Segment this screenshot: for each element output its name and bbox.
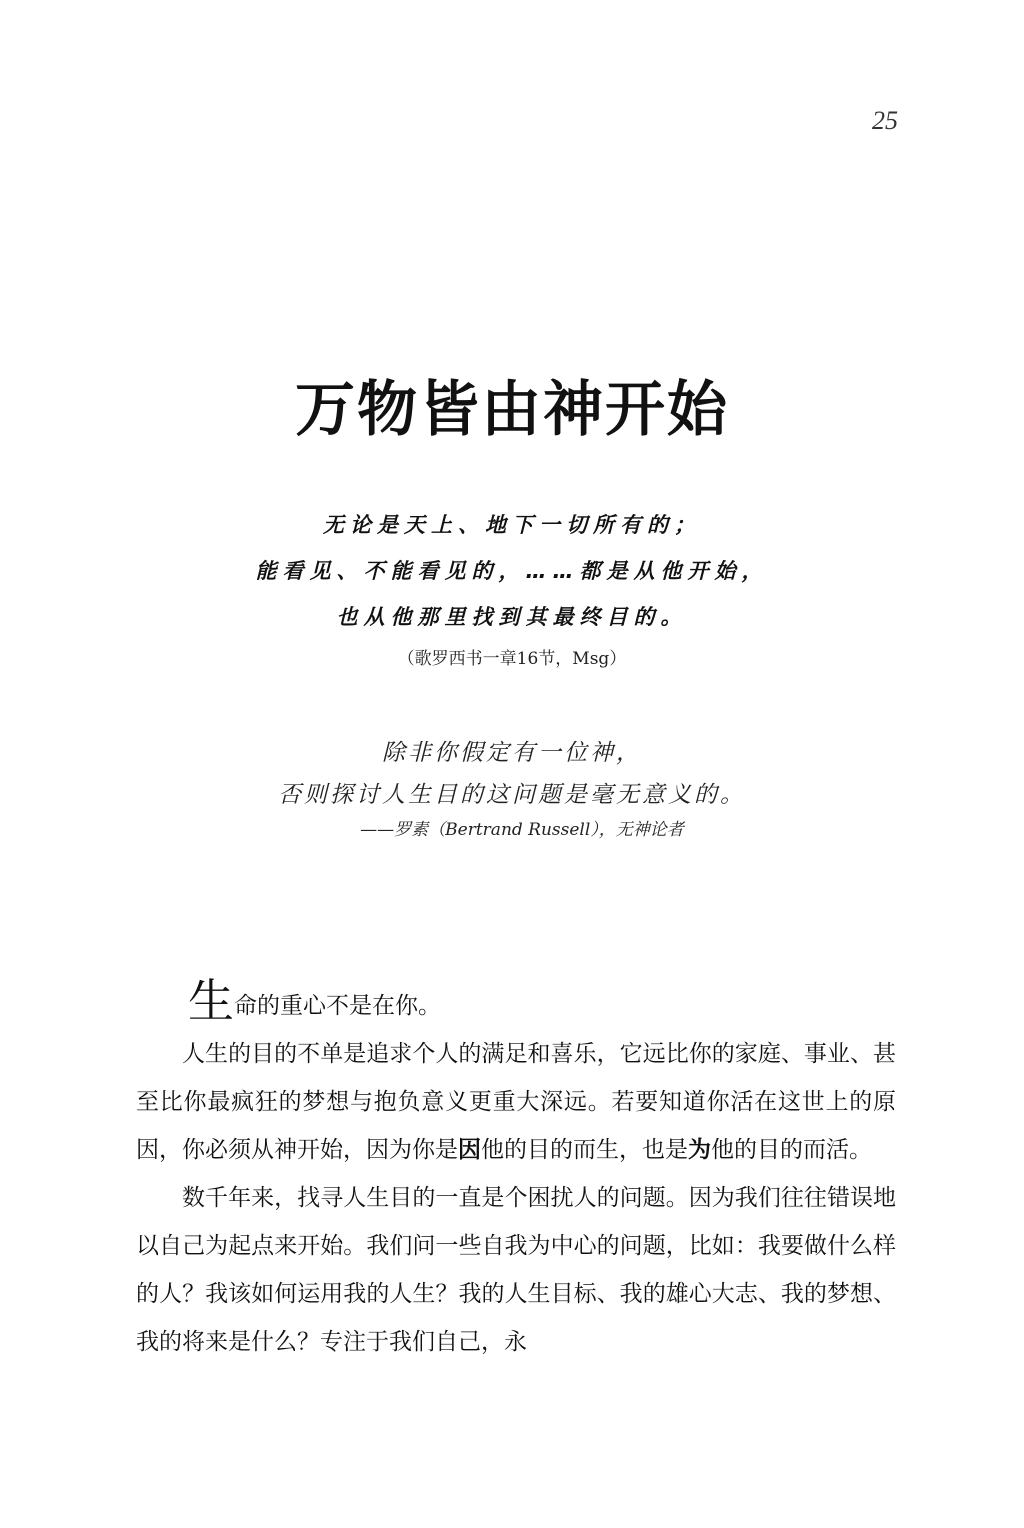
paragraph-text: 他的目的而生，也是 bbox=[481, 1137, 688, 1163]
paragraph bbox=[136, 974, 896, 1030]
epigraph-line: 也从他那里找到其最终目的。 bbox=[336, 605, 688, 629]
emphasis-text: 为 bbox=[688, 1136, 711, 1163]
quote bbox=[0, 732, 1024, 844]
paragraph bbox=[136, 1174, 896, 1366]
paragraph bbox=[136, 1030, 896, 1174]
quote-attribution: ——罗素（Bertrand Russell），无神论者 bbox=[360, 820, 684, 840]
drop-cap: 生 bbox=[188, 974, 234, 1028]
epigraph-source: （歌罗西书一章16节，Msg） bbox=[397, 649, 627, 669]
page-number: 25 bbox=[872, 106, 898, 135]
epigraph-line: 无论是天上、地下一切所有的； bbox=[323, 513, 701, 537]
chapter-title: 万物皆由神开始 bbox=[295, 375, 729, 445]
emphasis-text: 因 bbox=[458, 1136, 481, 1163]
paragraph-text: 他的目的而活。 bbox=[711, 1137, 872, 1163]
paragraph-text: 人生的目的不单是追求个人的满足和喜乐，它远比你的家庭、事业、甚至比你最疯狂的梦想与抱负意义更重大深远。若要知道你活在这世上的原因，你必须从神开始，因为你是 bbox=[136, 1041, 896, 1163]
quote-line: 否则探讨人生目的这问题是毫无意义的。 bbox=[278, 782, 746, 808]
epigraph-line: 能看见、不能看见的，……都是从他开始， bbox=[255, 559, 769, 583]
body-text bbox=[136, 974, 896, 1366]
paragraph-text: 命的重心不是在你。 bbox=[234, 993, 441, 1019]
epigraph bbox=[0, 502, 1024, 674]
paragraph-text: 数千年来，找寻人生目的一直是个困扰人的问题。因为我们往往错误地以自己为起点来开始。我们问一些自我为中心的问题，比如：我要做什么样的人？我该如何运用我的人生？我的人生目标、我的雄心大志、我的梦想、我的将来是什么？专注于我们自己，永 bbox=[136, 1185, 896, 1355]
quote-line: 除非你假定有一位神， bbox=[382, 740, 642, 766]
